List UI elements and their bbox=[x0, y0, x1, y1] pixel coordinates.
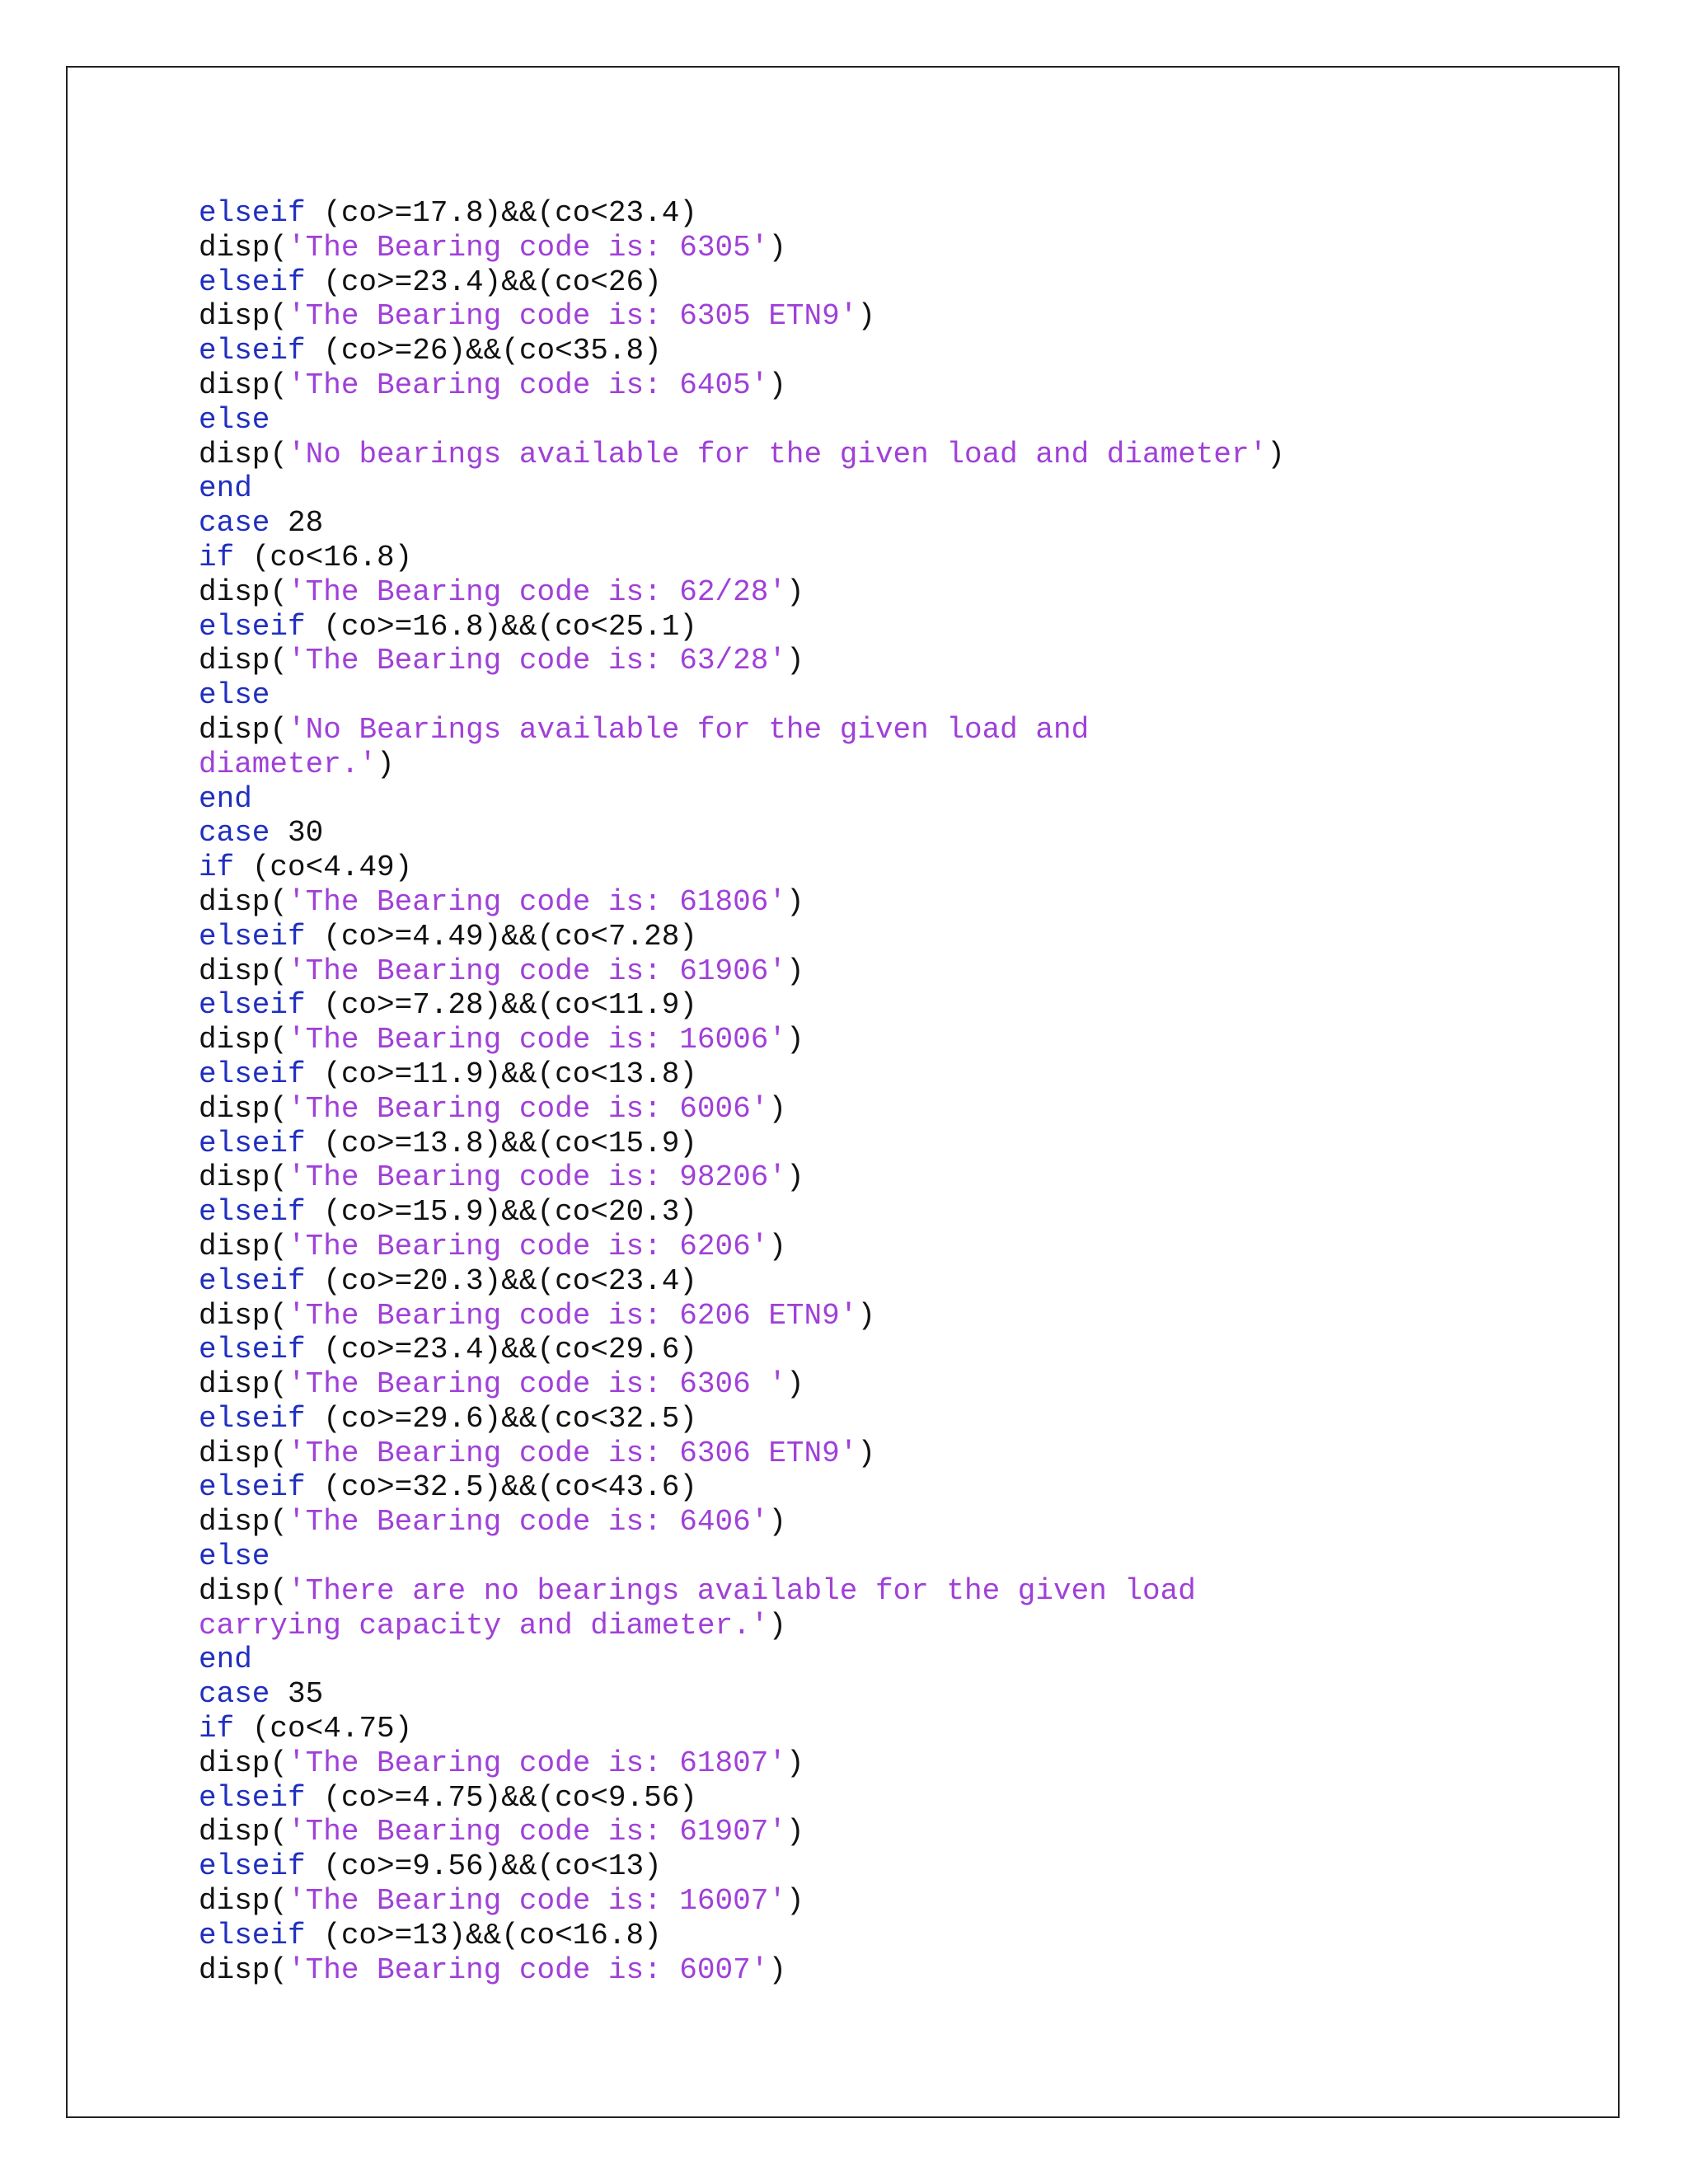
code-line bbox=[199, 851, 1285, 885]
code-line bbox=[199, 403, 1285, 438]
code-text: ) bbox=[785, 1746, 804, 1780]
code-line bbox=[199, 610, 1285, 644]
code-line bbox=[199, 816, 1285, 851]
code-keyword: case bbox=[199, 506, 270, 541]
code-text: disp( bbox=[199, 574, 288, 609]
code-text: ) bbox=[857, 1436, 875, 1470]
code-line bbox=[199, 1057, 1285, 1092]
code-string: 'The Bearing code is: 6206 ETN9' bbox=[288, 1298, 858, 1333]
code-line bbox=[199, 678, 1285, 713]
code-text: (co>=13)&&(co<16.8) bbox=[305, 1918, 662, 1952]
code-text: ) bbox=[785, 1884, 804, 1919]
code-text: (co>=11.9)&&(co<13.8) bbox=[305, 1057, 697, 1091]
code-string: 'The Bearing code is: 6406' bbox=[288, 1505, 769, 1540]
code-keyword: case bbox=[199, 816, 270, 851]
code-text: disp( bbox=[199, 1884, 288, 1919]
code-keyword: if bbox=[199, 540, 235, 574]
code-keyword: end bbox=[199, 471, 252, 506]
code-line bbox=[199, 334, 1285, 368]
code-text: disp( bbox=[199, 1573, 288, 1608]
code-string: 'The Bearing code is: 6006' bbox=[288, 1091, 769, 1126]
code-string: 'The Bearing code is: 6306 ' bbox=[288, 1367, 786, 1402]
code-keyword: elseif bbox=[199, 334, 306, 368]
code-text: disp( bbox=[199, 712, 288, 747]
code-text: disp( bbox=[199, 1160, 288, 1195]
code-text: (co>=26)&&(co<35.8) bbox=[305, 334, 662, 368]
code-text: 30 bbox=[270, 816, 324, 851]
code-text: disp( bbox=[199, 1815, 288, 1849]
code-string: diameter.' bbox=[199, 747, 377, 781]
code-line bbox=[199, 299, 1285, 334]
code-line bbox=[199, 1815, 1285, 1849]
code-text: (co>=32.5)&&(co<43.6) bbox=[305, 1470, 697, 1505]
code-text: (co>=7.28)&&(co<11.9) bbox=[305, 988, 697, 1023]
code-text: ) bbox=[857, 1298, 875, 1333]
code-keyword: elseif bbox=[199, 1057, 306, 1091]
code-keyword: elseif bbox=[199, 919, 306, 954]
code-line bbox=[199, 1299, 1285, 1333]
code-text: ) bbox=[768, 1505, 786, 1540]
code-line bbox=[199, 988, 1285, 1023]
code-keyword: else bbox=[199, 678, 270, 713]
code-keyword: elseif bbox=[199, 1333, 306, 1367]
code-line bbox=[199, 1712, 1285, 1746]
code-text: ) bbox=[785, 954, 804, 988]
code-keyword: elseif bbox=[199, 1126, 306, 1160]
code-line bbox=[199, 713, 1285, 748]
code-keyword: elseif bbox=[199, 1780, 306, 1815]
code-line bbox=[199, 438, 1285, 472]
code-text: (co>=20.3)&&(co<23.4) bbox=[305, 1263, 697, 1298]
code-text: (co>=23.4)&&(co<26) bbox=[305, 265, 662, 299]
code-text: ) bbox=[785, 1023, 804, 1057]
code-text: disp( bbox=[199, 1023, 288, 1057]
code-keyword: case bbox=[199, 1677, 270, 1712]
code-text: (co>=29.6)&&(co<32.5) bbox=[305, 1401, 697, 1436]
code-string: 'The Bearing code is: 6206' bbox=[288, 1229, 769, 1263]
code-text: disp( bbox=[199, 368, 288, 402]
code-string: 'The Bearing code is: 62/28' bbox=[288, 574, 786, 609]
code-string: 'The Bearing code is: 16006' bbox=[288, 1023, 786, 1057]
code-text: 28 bbox=[270, 506, 324, 541]
code-line bbox=[199, 1746, 1285, 1781]
code-text: (co>=4.49)&&(co<7.28) bbox=[305, 919, 697, 954]
code-line bbox=[199, 1436, 1285, 1471]
code-text: (co>=15.9)&&(co<20.3) bbox=[305, 1195, 697, 1230]
code-line bbox=[199, 1230, 1285, 1264]
code-line bbox=[199, 1953, 1285, 1988]
code-line bbox=[199, 1609, 1285, 1643]
code-line bbox=[199, 506, 1285, 541]
code-string: 'The Bearing code is: 61806' bbox=[288, 884, 786, 919]
code-text: disp( bbox=[199, 1229, 288, 1263]
code-string: 'The Bearing code is: 98206' bbox=[288, 1160, 786, 1195]
code-text: ) bbox=[785, 884, 804, 919]
code-string: 'The Bearing code is: 6306 ETN9' bbox=[288, 1436, 858, 1470]
code-string: 'No Bearings available for the given load and bbox=[288, 712, 1090, 747]
code-text: disp( bbox=[199, 1298, 288, 1333]
code-text: disp( bbox=[199, 1436, 288, 1470]
code-line bbox=[199, 748, 1285, 782]
code-string: 'The Bearing code is: 61807' bbox=[288, 1746, 786, 1780]
code-string: 'No bearings available for the given load and diameter' bbox=[288, 437, 1268, 471]
code-text: (co<4.49) bbox=[234, 851, 413, 885]
code-keyword: elseif bbox=[199, 1470, 306, 1505]
code-line bbox=[199, 1367, 1285, 1402]
code-string: 'The Bearing code is: 63/28' bbox=[288, 644, 786, 678]
code-keyword: elseif bbox=[199, 988, 306, 1023]
code-string: carrying capacity and diameter.' bbox=[199, 1608, 769, 1643]
code-text: (co>=23.4)&&(co<29.6) bbox=[305, 1333, 697, 1367]
code-line bbox=[199, 265, 1285, 300]
code-line bbox=[199, 1195, 1285, 1230]
code-text: ) bbox=[768, 368, 786, 402]
code-text: disp( bbox=[199, 644, 288, 678]
code-keyword: elseif bbox=[199, 265, 306, 299]
code-line bbox=[199, 575, 1285, 610]
code-line bbox=[199, 1264, 1285, 1299]
code-string: 'The Bearing code is: 6305 ETN9' bbox=[288, 299, 858, 334]
code-keyword: elseif bbox=[199, 1849, 306, 1884]
code-line bbox=[199, 1540, 1285, 1574]
code-keyword: elseif bbox=[199, 1918, 306, 1952]
code-text: disp( bbox=[199, 1952, 288, 1987]
code-text: (co>=13.8)&&(co<15.9) bbox=[305, 1126, 697, 1160]
code-text: disp( bbox=[199, 1746, 288, 1780]
code-listing bbox=[199, 196, 1285, 1987]
code-text: ) bbox=[785, 644, 804, 678]
code-line bbox=[199, 1333, 1285, 1367]
code-text: disp( bbox=[199, 1505, 288, 1540]
code-text: ) bbox=[377, 747, 395, 781]
code-line bbox=[199, 1023, 1285, 1057]
code-keyword: end bbox=[199, 781, 252, 816]
code-text: ) bbox=[1267, 437, 1285, 471]
code-string: 'The Bearing code is: 6305' bbox=[288, 230, 769, 265]
code-text: ) bbox=[785, 574, 804, 609]
code-line bbox=[199, 644, 1285, 678]
code-keyword: elseif bbox=[199, 1195, 306, 1230]
code-line bbox=[199, 1849, 1285, 1884]
code-line bbox=[199, 1781, 1285, 1816]
code-text: (co<16.8) bbox=[234, 540, 413, 574]
code-text: disp( bbox=[199, 1091, 288, 1126]
code-line bbox=[199, 196, 1285, 231]
code-line bbox=[199, 1919, 1285, 1953]
code-line bbox=[199, 954, 1285, 989]
code-line bbox=[199, 541, 1285, 575]
code-text: disp( bbox=[199, 1367, 288, 1402]
code-text: ) bbox=[768, 1229, 786, 1263]
code-keyword: elseif bbox=[199, 196, 306, 230]
code-text: (co>=4.75)&&(co<9.56) bbox=[305, 1780, 697, 1815]
code-line bbox=[199, 1160, 1285, 1195]
code-line bbox=[199, 1470, 1285, 1505]
code-string: 'The Bearing code is: 6405' bbox=[288, 368, 769, 402]
code-string: 'The Bearing code is: 6007' bbox=[288, 1952, 769, 1987]
code-line bbox=[199, 1127, 1285, 1161]
code-line bbox=[199, 471, 1285, 506]
code-line bbox=[199, 1884, 1285, 1919]
code-text: disp( bbox=[199, 437, 288, 471]
code-text: ) bbox=[785, 1160, 804, 1195]
code-text: ) bbox=[768, 230, 786, 265]
code-text: disp( bbox=[199, 954, 288, 988]
code-text: ) bbox=[785, 1815, 804, 1849]
code-string: 'The Bearing code is: 16007' bbox=[288, 1884, 786, 1919]
code-text: (co<4.75) bbox=[234, 1712, 413, 1746]
code-string: 'The Bearing code is: 61906' bbox=[288, 954, 786, 988]
code-text: disp( bbox=[199, 884, 288, 919]
code-text: ) bbox=[785, 1367, 804, 1402]
code-text: disp( bbox=[199, 230, 288, 265]
code-text: ) bbox=[768, 1091, 786, 1126]
code-line bbox=[199, 782, 1285, 817]
code-keyword: elseif bbox=[199, 1263, 306, 1298]
code-line bbox=[199, 1643, 1285, 1677]
code-text: (co>=16.8)&&(co<25.1) bbox=[305, 609, 697, 644]
code-text: ) bbox=[857, 299, 875, 334]
code-keyword: elseif bbox=[199, 1401, 306, 1436]
code-string: 'The Bearing code is: 61907' bbox=[288, 1815, 786, 1849]
code-line bbox=[199, 885, 1285, 920]
code-keyword: end bbox=[199, 1643, 252, 1677]
code-line bbox=[199, 231, 1285, 265]
code-line bbox=[199, 1574, 1285, 1609]
code-keyword: if bbox=[199, 1712, 235, 1746]
code-text: (co>=17.8)&&(co<23.4) bbox=[305, 196, 697, 230]
code-keyword: else bbox=[199, 402, 270, 437]
code-text: 35 bbox=[270, 1677, 324, 1712]
code-text: disp( bbox=[199, 299, 288, 334]
code-keyword: if bbox=[199, 851, 235, 885]
code-string: 'There are no bearings available for the given load bbox=[288, 1573, 1196, 1608]
code-text: ) bbox=[768, 1952, 786, 1987]
code-text: (co>=9.56)&&(co<13) bbox=[305, 1849, 662, 1884]
code-line bbox=[199, 1092, 1285, 1127]
code-keyword: else bbox=[199, 1540, 270, 1574]
code-line bbox=[199, 920, 1285, 954]
code-line bbox=[199, 1505, 1285, 1540]
code-line bbox=[199, 1402, 1285, 1436]
code-line bbox=[199, 1677, 1285, 1712]
code-text: ) bbox=[768, 1608, 786, 1643]
code-line bbox=[199, 368, 1285, 403]
code-keyword: elseif bbox=[199, 609, 306, 644]
